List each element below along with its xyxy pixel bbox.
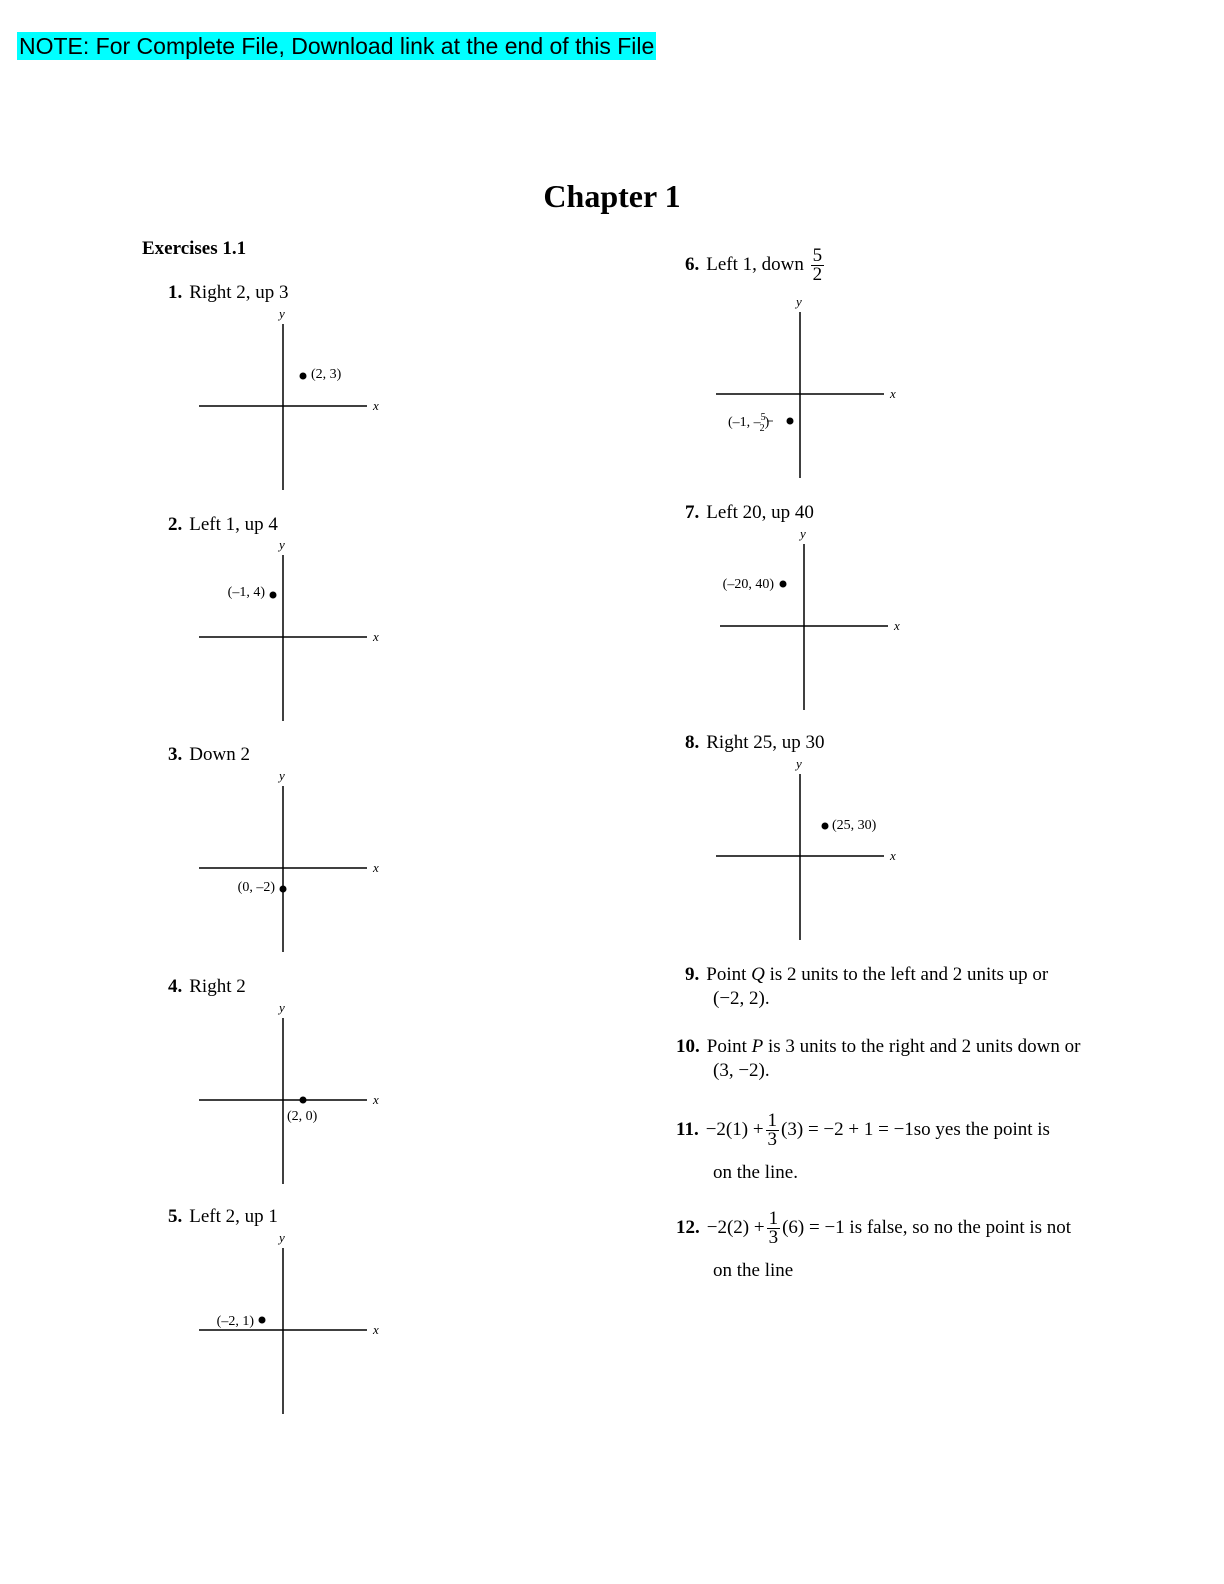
y-axis-label: y <box>279 1000 285 1015</box>
point-variable: Q <box>751 964 765 985</box>
y-axis-label: y <box>279 768 285 783</box>
y-axis-label: y <box>796 756 802 771</box>
exercise-9: 9. Point Q is 2 units to the left and 2 units up or (−2, 2). <box>685 964 1049 1009</box>
plot-point <box>300 373 307 380</box>
exercise-text: Left 2, up 1 <box>189 1206 278 1227</box>
y-axis-label: y <box>796 294 802 309</box>
exercise-number: 3. <box>168 744 183 765</box>
exercise-1 <box>168 282 288 304</box>
exercise-text: Right 25, up 30 <box>706 732 825 753</box>
exercise-number: 6. <box>685 253 700 275</box>
exercise-8 <box>685 732 824 754</box>
point-label: (–1, –$^5$ 2) <box>728 412 770 434</box>
point-label: (–2, 1) <box>216 1314 254 1329</box>
exercise-text: Left 1, down <box>706 253 804 275</box>
x-axis-label: x <box>894 618 900 633</box>
x-axis-label: x <box>373 860 379 875</box>
exercise-3 <box>168 744 250 766</box>
exercise-text: Right 2 <box>189 976 246 997</box>
plot-point <box>822 823 829 830</box>
section-title: Exercises 1.1 <box>142 238 247 259</box>
point-label: (–1, 4) <box>227 585 265 600</box>
y-axis-label: y <box>279 306 285 321</box>
x-axis-label: x <box>373 398 379 413</box>
graph-exercise-7 <box>716 522 916 714</box>
point-label: (0, –2) <box>237 880 275 895</box>
exercise-7 <box>685 502 814 524</box>
exercise-number: 10. <box>676 1036 700 1057</box>
plot-point <box>280 886 287 893</box>
exercise-text: Left 20, up 40 <box>706 502 814 523</box>
graph-exercise-8 <box>712 752 912 944</box>
x-axis-label: x <box>890 386 896 401</box>
plot-point <box>780 581 787 588</box>
exercise-11: 11. −2(1) + $\frac{1}{3}$ (3) = −2 + 1 = −1so yes the point is on the line. <box>676 1110 1050 1183</box>
plot-point <box>259 1317 266 1324</box>
exercise-10: 10. Point P is 3 units to the right and 2 units down or (3, −2). <box>676 1036 1081 1081</box>
download-note: NOTE: For Complete File, Download link at the end of this File <box>19 33 655 59</box>
exercise-line2: (3, −2). <box>713 1060 770 1081</box>
graph-exercise-4 <box>195 996 395 1188</box>
x-axis-label: x <box>373 629 379 644</box>
exercise-5 <box>168 1206 278 1228</box>
graph-exercise-6 <box>712 290 912 482</box>
point-label: (2, 0) <box>287 1109 318 1124</box>
exercise-number: 9. <box>685 964 700 985</box>
exercise-4 <box>168 976 246 998</box>
exercise-number: 5. <box>168 1206 183 1227</box>
exercise-line2: on the line <box>713 1260 794 1281</box>
exercise-number: 8. <box>685 732 700 753</box>
y-axis-label: y <box>800 526 806 541</box>
point-variable: P <box>751 1036 764 1057</box>
exercise-6 <box>685 247 826 284</box>
y-axis-label: y <box>279 537 285 552</box>
fraction: $\frac{5}{2}$ <box>812 245 823 285</box>
exercise-line2: (−2, 2). <box>713 988 770 1009</box>
exercise-text: Left 1, up 4 <box>189 514 278 535</box>
exercise-12: 12. −2(2) + $\frac{1}{3}$ (6) = −1 is false, so no the point is not on the line <box>676 1208 1072 1281</box>
plot-point <box>300 1097 307 1104</box>
fraction: $\frac{1}{3}$ <box>767 1110 778 1150</box>
y-axis-label: y <box>279 1230 285 1245</box>
graph-exercise-3 <box>195 764 395 956</box>
chapter-title: Chapter 1 <box>543 178 681 214</box>
plot-point <box>270 592 277 599</box>
point-label: (2, 3) <box>311 367 342 382</box>
exercise-number: 2. <box>168 514 183 535</box>
point-label: (25, 30) <box>832 818 877 833</box>
x-axis-label: x <box>373 1322 379 1337</box>
exercise-line2: on the line. <box>713 1162 798 1183</box>
graph-exercise-5 <box>195 1226 395 1418</box>
point-label: (–20, 40) <box>722 577 774 592</box>
graph-exercise-1 <box>195 302 395 494</box>
graph-exercise-2 <box>195 533 395 725</box>
exercise-text: Down 2 <box>189 744 250 765</box>
exercise-number: 1. <box>168 282 183 303</box>
x-axis-label: x <box>890 848 896 863</box>
fraction: $\frac{1}{3}$ <box>768 1208 779 1248</box>
exercise-number: 7. <box>685 502 700 523</box>
plot-point <box>787 418 794 425</box>
x-axis-label: x <box>373 1092 379 1107</box>
exercise-number: 4. <box>168 976 183 997</box>
exercise-number: 12. <box>676 1216 700 1238</box>
exercise-text: Right 2, up 3 <box>189 282 289 303</box>
exercise-number: 11. <box>676 1118 699 1140</box>
